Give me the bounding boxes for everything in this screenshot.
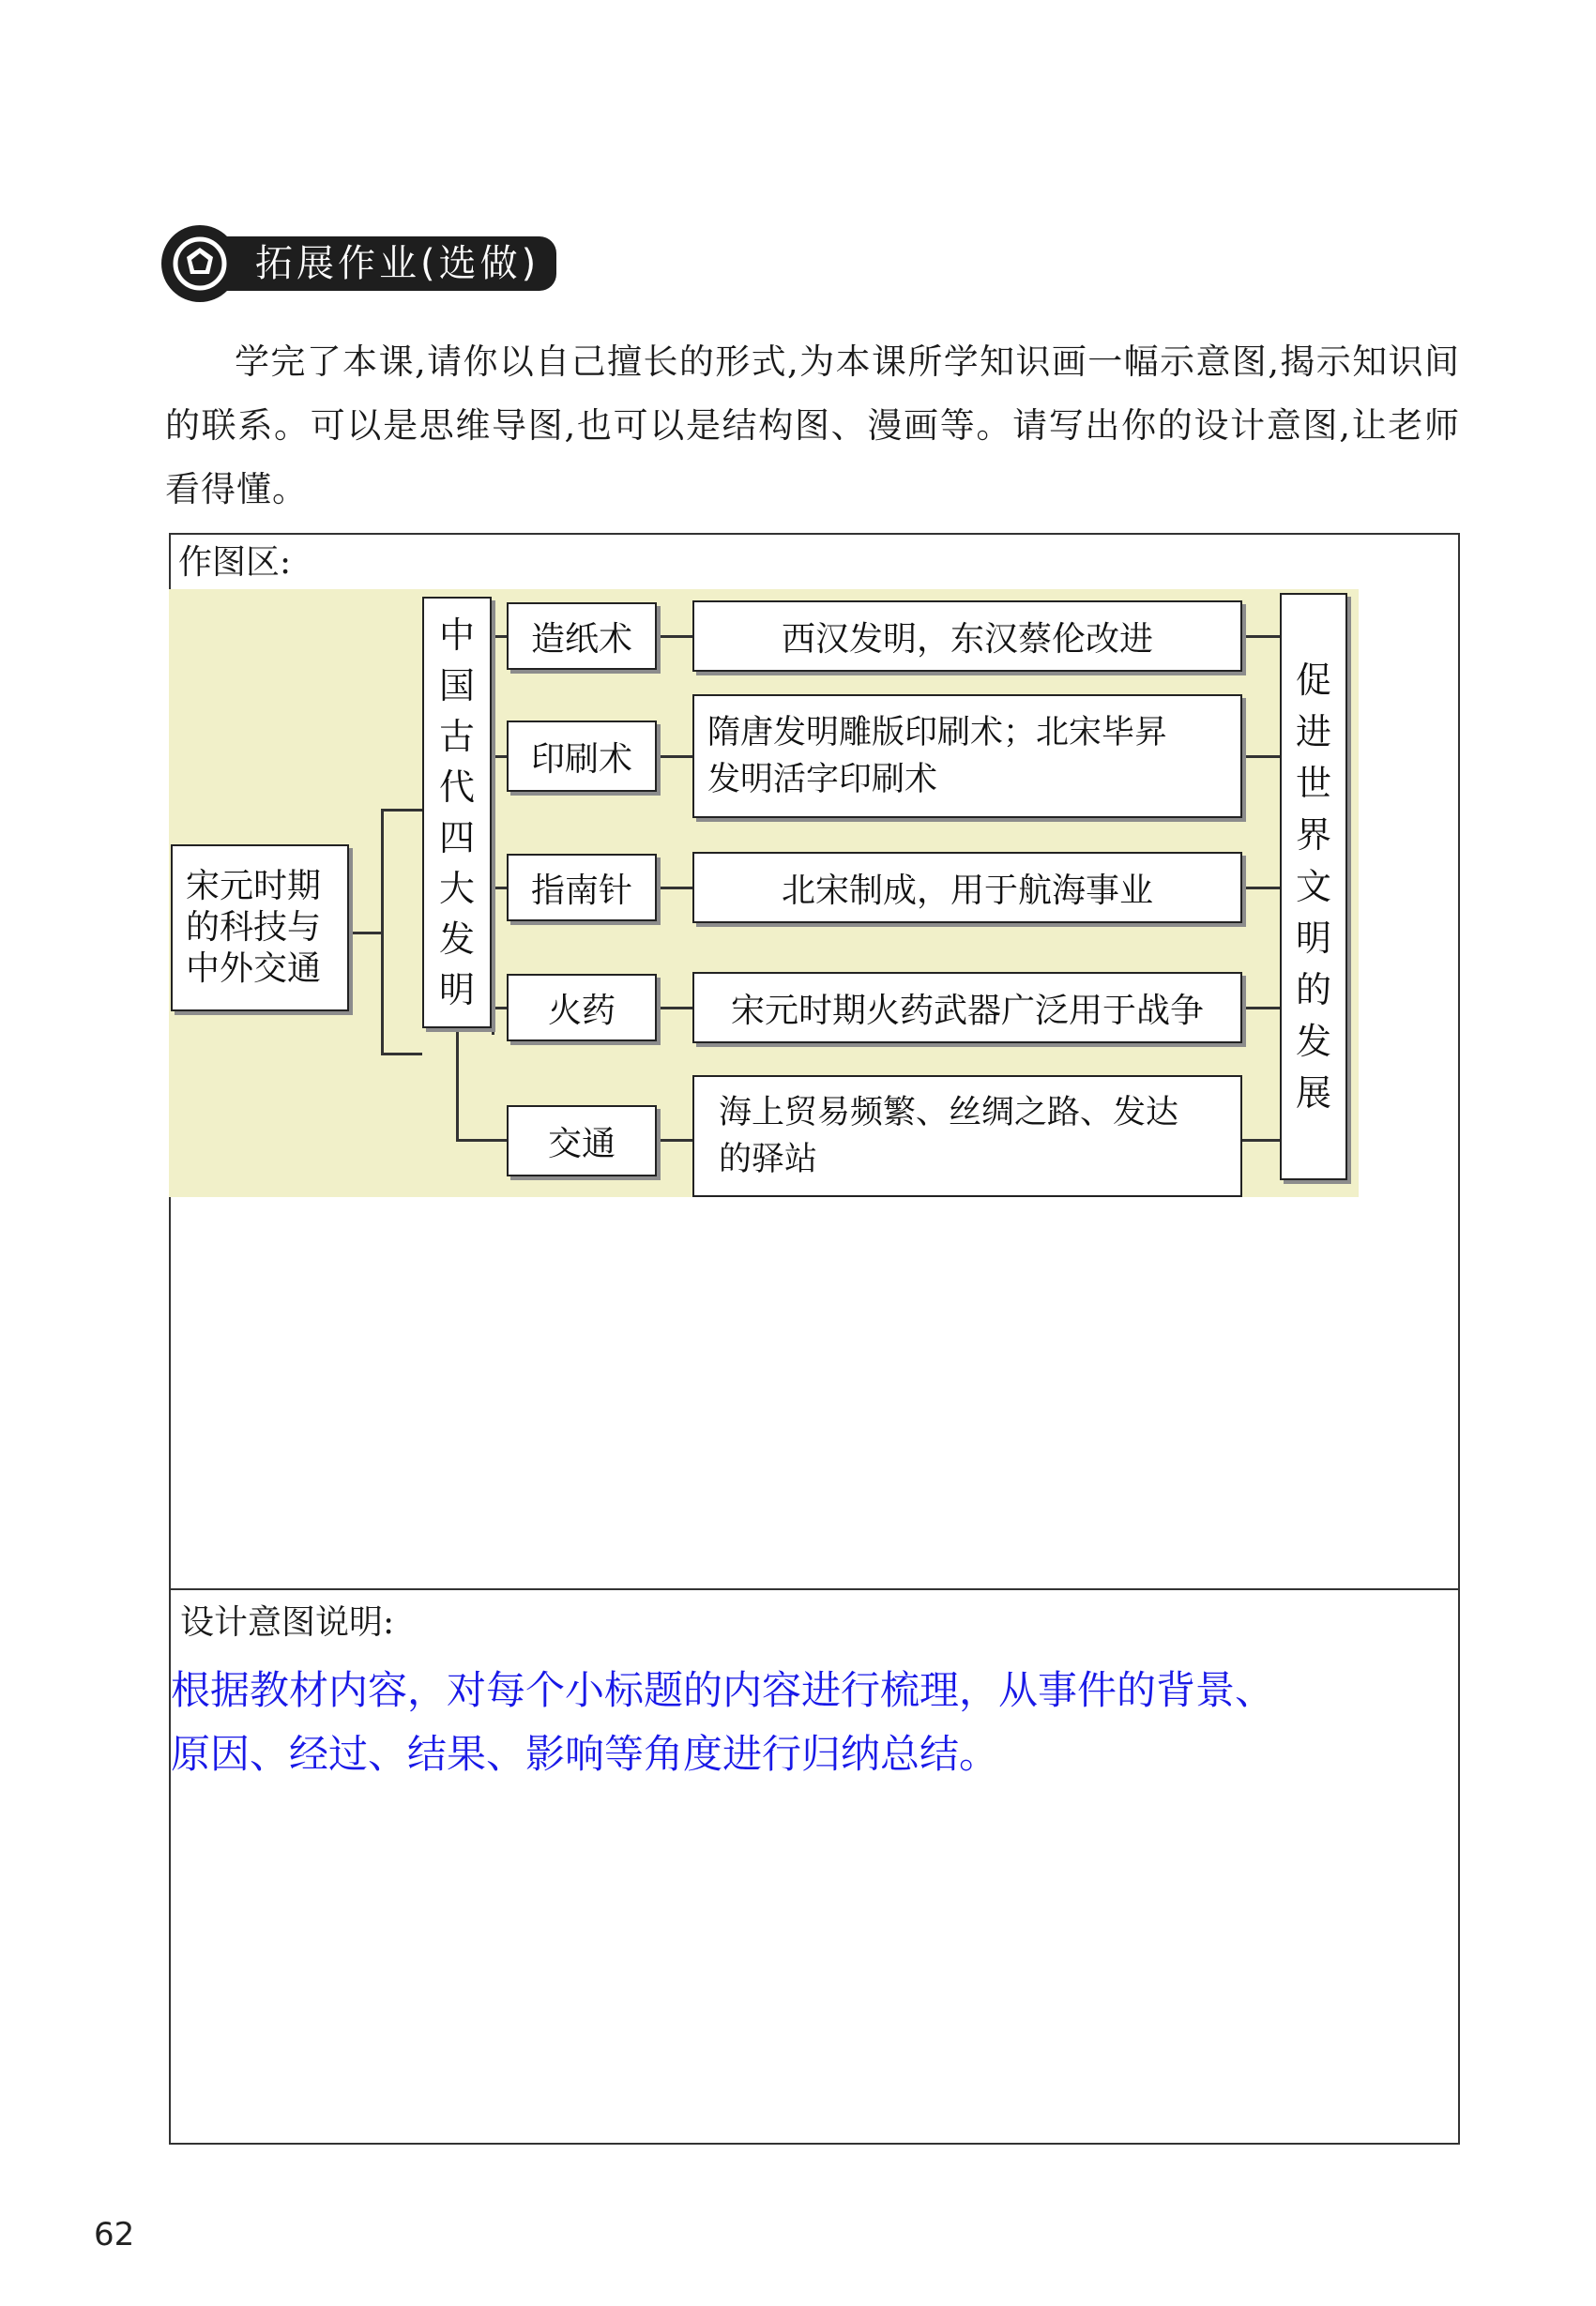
- group-node-label: [439, 610, 475, 1015]
- connector: [657, 755, 692, 758]
- vertical-char: 明: [1295, 917, 1331, 959]
- branch-node: [507, 974, 657, 1041]
- detail-node: [692, 972, 1242, 1043]
- vertical-char: 的: [1295, 968, 1331, 1010]
- answer-line: 根据教材内容，对每个小标题的内容进行梳理，从事件的背景、: [171, 1667, 1275, 1713]
- group-node: [422, 597, 492, 1028]
- vertical-char: 明: [438, 969, 475, 1010]
- detail-text: 宋元时期火药武器广泛用于战争: [730, 991, 1204, 1030]
- instructions-text: 学完了本课,请你以自己擅长的形式,为本课所学知识画一幅示意图,揭示知识间的联系。可以是思维导图,也可以是结构图、漫画等。请写出你的设计意图,让老师看得懂。: [165, 341, 1460, 509]
- detail-text: 海上贸易频繁、丝绸之路、发达: [719, 1094, 1179, 1131]
- root-line: 的科技与: [186, 908, 322, 947]
- connector: [657, 635, 692, 638]
- branch-node: [507, 602, 657, 670]
- root-line: 中外交通: [186, 949, 322, 988]
- result-node: [1280, 593, 1347, 1180]
- detail-text: 的驿站: [719, 1141, 818, 1178]
- connector: [492, 1007, 507, 1009]
- branch-node: [507, 1105, 657, 1176]
- root-node: [171, 844, 349, 1011]
- vertical-char: 古: [438, 716, 475, 757]
- connector: [1242, 1139, 1280, 1142]
- connector: [492, 635, 507, 638]
- branch-label: 火药: [547, 991, 616, 1030]
- detail-node: [692, 600, 1242, 672]
- connector: [657, 1007, 692, 1009]
- connector: [456, 1139, 507, 1142]
- section-title: 拓展作业(选做): [212, 236, 556, 291]
- detail-text: 北宋制成，用于航海事业: [781, 871, 1153, 910]
- connector: [381, 809, 422, 812]
- branch-label: 印刷术: [530, 739, 632, 779]
- vertical-char: 发: [438, 918, 475, 960]
- vertical-char: 界: [1295, 813, 1331, 856]
- detail-node: [692, 1075, 1242, 1197]
- connector: [492, 887, 507, 889]
- detail-text: 发明活字印刷术: [707, 761, 938, 798]
- connector: [1242, 635, 1280, 638]
- design-intent-answer: [171, 1659, 1391, 1786]
- branch-node: [507, 854, 657, 921]
- detail-text: 西汉发明，东汉蔡伦改进: [781, 619, 1153, 659]
- connector: [456, 1028, 459, 1141]
- vertical-char: 发: [1295, 1020, 1331, 1062]
- connector: [1242, 755, 1280, 758]
- vertical-char: 文: [1295, 865, 1331, 907]
- concept-diagram: [169, 589, 1359, 1197]
- vertical-char: 代: [438, 766, 475, 808]
- vertical-char: 四: [438, 817, 475, 858]
- drawing-area-label: 作图区:: [178, 543, 292, 582]
- design-intent-label: 设计意图说明:: [180, 1603, 395, 1642]
- branch-label: 交通: [547, 1124, 616, 1163]
- root-line: 宋元时期: [186, 867, 322, 905]
- connector: [381, 1053, 422, 1055]
- vertical-char: 国: [438, 665, 475, 706]
- connector: [1242, 1007, 1280, 1009]
- connector: [1242, 887, 1280, 889]
- vertical-char: 大: [438, 868, 475, 909]
- vertical-char: 进: [1295, 710, 1331, 752]
- answer-line: 原因、经过、结果、影响等角度进行归纳总结。: [171, 1731, 999, 1777]
- connector: [349, 932, 381, 934]
- detail-text: 隋唐发明雕版印刷术；北宋毕昇: [707, 714, 1168, 751]
- detail-node: [692, 852, 1242, 923]
- work-box-divider: [169, 1588, 1460, 1590]
- vertical-char: 中: [438, 614, 475, 656]
- vertical-char: 展: [1295, 1071, 1331, 1114]
- connector: [381, 809, 384, 1054]
- section-header: [161, 229, 556, 298]
- detail-node: [692, 694, 1242, 818]
- branch-node: [507, 721, 657, 792]
- page-number: 62: [94, 2216, 135, 2253]
- branch-label: 造纸术: [530, 619, 632, 659]
- vertical-char: 促: [1295, 659, 1331, 701]
- connector: [492, 755, 507, 758]
- branch-label: 指南针: [530, 871, 632, 910]
- instructions: [165, 330, 1460, 522]
- vertical-char: 世: [1295, 762, 1331, 804]
- connector: [657, 887, 692, 889]
- connector: [657, 1139, 692, 1142]
- connector: [492, 635, 494, 1035]
- camera-aperture-icon: [161, 225, 238, 302]
- result-node-label: [1296, 655, 1331, 1119]
